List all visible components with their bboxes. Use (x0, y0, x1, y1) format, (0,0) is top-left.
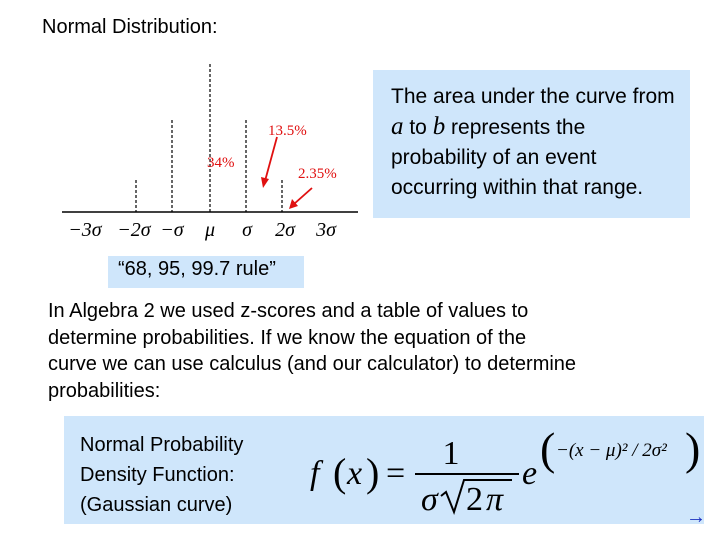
label-2-35-percent: 2.35% (298, 166, 337, 182)
info-line-4: occurring within that range. (391, 176, 644, 199)
info-line-1: The area under the curve from (391, 85, 675, 108)
info-line-3: probability of an event (391, 146, 597, 169)
label-13-5-percent: 13.5% (268, 123, 307, 139)
pdf-line-2: Density Function: (80, 464, 235, 486)
var-b: b (432, 113, 446, 140)
red-arrow-2-35 (294, 188, 312, 204)
formula-exp-lbrace: ( (540, 423, 556, 474)
formula-e: e (522, 455, 538, 492)
formula-pi: π (486, 481, 504, 518)
formula-numerator: 1 (442, 435, 460, 472)
tick-mu: μ (204, 219, 216, 241)
formula-rparen: ) (366, 450, 380, 495)
tick-minus-sigma: −σ (160, 219, 184, 241)
info-line-2-rest: represents the (445, 116, 586, 139)
pdf-line-1: Normal Probability (80, 434, 244, 456)
rule-label: “68, 95, 99.7 rule” (118, 258, 276, 280)
tick-minus-3-sigma: −3σ (68, 219, 102, 241)
formula-f: f (310, 455, 320, 492)
formula-exponent: −(x − μ)² / 2σ² (556, 440, 667, 461)
info-text (391, 82, 720, 203)
formula-sigma: σ (421, 481, 438, 518)
var-a: a (391, 113, 404, 140)
paragraph-line-4: probabilities: (48, 379, 161, 402)
tick-3-sigma: 3σ (316, 219, 336, 241)
paragraph-line-3: curve we can use calculus (and our calculator) to determine (48, 353, 577, 375)
tick-sigma: σ (242, 219, 252, 241)
pdf-line-3: (Gaussian curve) (80, 494, 233, 516)
info-line-2 (391, 112, 720, 143)
paragraph-line-2: determine probabilities. If we know the equation of the (48, 326, 527, 349)
body-paragraph (48, 298, 708, 404)
info-to: to (403, 116, 433, 139)
tick-2-sigma: 2σ (275, 219, 295, 241)
pdf-label (80, 430, 243, 520)
red-arrow-13-5 (265, 137, 277, 181)
formula-x: x (347, 455, 363, 492)
pdf-formula (300, 418, 710, 524)
red-arrowhead-13-5 (261, 177, 269, 188)
formula-two: 2 (466, 481, 483, 518)
label-34-percent: 34% (207, 155, 235, 171)
paragraph-line-1: In Algebra 2 we used z-scores and a table of values to (48, 300, 529, 322)
next-arrow-icon[interactable]: → (686, 506, 706, 528)
formula-equals: = (386, 455, 406, 492)
normal-distribution-diagram (0, 0, 370, 250)
formula-lparen: ( (333, 450, 347, 495)
tick-minus-2-sigma: −2σ (117, 219, 151, 241)
page-title: Normal Distribution: (42, 16, 218, 38)
formula-exp-rbrace: ) (685, 423, 701, 474)
